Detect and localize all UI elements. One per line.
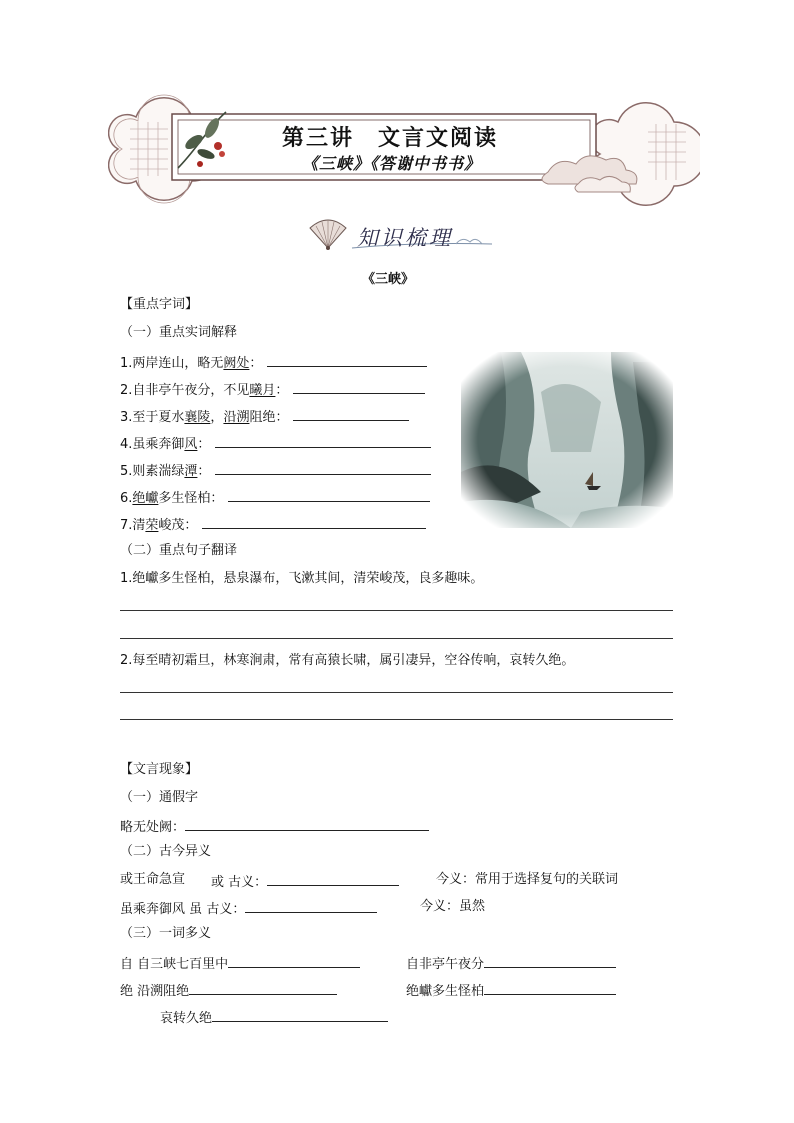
gujin-row-2 [120, 898, 377, 919]
item-text: ： [275, 383, 289, 398]
duoyi-title: （三）一词多义 [120, 926, 212, 941]
part2-title: （二）重点句子翻译 [120, 543, 238, 558]
page-subtitle: 《三峡》《答谢中书书》 [302, 154, 482, 173]
item-text: 7.清 [120, 518, 146, 533]
item-text: ： [197, 437, 211, 452]
tongjia-title: （一）通假字 [120, 790, 199, 805]
target-word: 阙处 [223, 356, 250, 371]
answer-blank[interactable] [212, 1007, 388, 1022]
item-text: 略无处阙： [120, 820, 186, 835]
tongjia-item [120, 816, 429, 837]
answer-blank[interactable] [484, 953, 616, 968]
answer-blank[interactable] [189, 980, 337, 995]
target-word: 荣 [145, 518, 159, 533]
duoyi-row-1b [406, 953, 616, 974]
duoyi-row-2 [120, 980, 337, 1001]
answer-blank[interactable] [228, 487, 430, 502]
item-text: ： [197, 464, 211, 479]
answer-line[interactable] [120, 719, 673, 720]
item-text: 峻茂： [158, 518, 198, 533]
word-item-6 [120, 487, 430, 508]
item-text: 多生怪柏： [158, 491, 224, 506]
item-text: 古义： [228, 875, 268, 890]
answer-blank[interactable] [228, 953, 360, 968]
item-text: 古义： [206, 902, 246, 917]
answer-blank[interactable] [267, 352, 427, 367]
target-word: 风 [184, 437, 198, 452]
sentence-1: 1.绝巘多生怪柏，悬泉瀑布，飞漱其间，清荣峻茂，良多趣味。 [120, 571, 484, 586]
item-text: 虽 [189, 902, 203, 917]
part1-title: （一）重点实词解释 [120, 325, 238, 340]
item-text: 哀转久绝 [160, 1011, 213, 1026]
word-item-2 [120, 379, 425, 400]
duoyi-row-1 [120, 953, 360, 974]
target-word: 潭 [184, 464, 198, 479]
item-text: 虽乘奔御风 [120, 902, 186, 917]
gujin-title: （二）古今异义 [120, 844, 212, 859]
item-text: 绝巘多生怪柏 [406, 984, 485, 999]
three-gorges-painting [461, 352, 673, 528]
answer-blank[interactable] [267, 871, 399, 886]
word-item-4 [120, 433, 431, 454]
fan-icon [310, 220, 346, 250]
answer-blank[interactable] [484, 980, 616, 995]
item-text: 2.自非亭午夜分，不见 [120, 383, 250, 398]
word-item-7 [120, 514, 426, 535]
item-text: 自 [120, 957, 134, 972]
answer-line[interactable] [120, 638, 673, 639]
page-title: 第三讲 文言文阅读 [282, 125, 499, 151]
answer-blank[interactable] [293, 379, 425, 394]
item-text: 或 [211, 875, 225, 890]
item-text: 绝 [120, 984, 134, 999]
gujin-modern-1: 今义：常用于选择复句的关联词 [436, 872, 619, 887]
answer-blank[interactable] [202, 514, 426, 529]
item-text: 自非亭午夜分 [406, 957, 485, 972]
answer-line[interactable] [120, 692, 673, 693]
target-word: 曦月 [249, 383, 276, 398]
item-text: ： [249, 356, 263, 371]
item-text: 3.至于夏水 [120, 410, 185, 425]
banner-label: 知识梳理 [357, 226, 453, 250]
answer-blank[interactable] [215, 460, 431, 475]
target-word: 襄陵 [184, 410, 211, 425]
duoyi-row-2b [406, 980, 616, 1001]
target-word: 绝巘 [132, 491, 159, 506]
answer-blank[interactable] [215, 433, 431, 448]
item-text: 自三峡七百里中 [137, 957, 229, 972]
item-text: 5.则素湍绿 [120, 464, 185, 479]
item-text: 1.两岸连山，略无 [120, 356, 224, 371]
answer-blank[interactable] [185, 816, 429, 831]
item-text: 阻绝： [249, 410, 289, 425]
phenomena-heading: 【文言现象】 [120, 762, 199, 777]
answer-line[interactable] [120, 610, 673, 611]
item-text: 或王命急宣 [120, 872, 186, 887]
sentence-2: 2.每至晴初霜旦，林寒涧肃，常有高猿长啸，属引凄异，空谷传响，哀转久绝。 [120, 653, 575, 668]
gujin-word-1 [211, 871, 399, 892]
key-words-heading: 【重点字词】 [120, 297, 199, 312]
gujin-modern-2: 今义：虽然 [420, 899, 486, 914]
item-text: 6. [120, 491, 133, 506]
item-text: ， [210, 410, 224, 425]
answer-blank[interactable] [293, 406, 409, 421]
word-item-3 [120, 406, 409, 427]
word-item-5 [120, 460, 431, 481]
target-word: 沿溯 [223, 410, 250, 425]
answer-blank[interactable] [245, 898, 377, 913]
word-item-1 [120, 352, 427, 373]
section-title: 《三峡》 [362, 272, 415, 287]
item-text: 4.虽乘奔御 [120, 437, 185, 452]
duoyi-row-2c [160, 1007, 388, 1028]
item-text: 沿溯阻绝 [137, 984, 190, 999]
gujin-row-1 [120, 871, 185, 889]
